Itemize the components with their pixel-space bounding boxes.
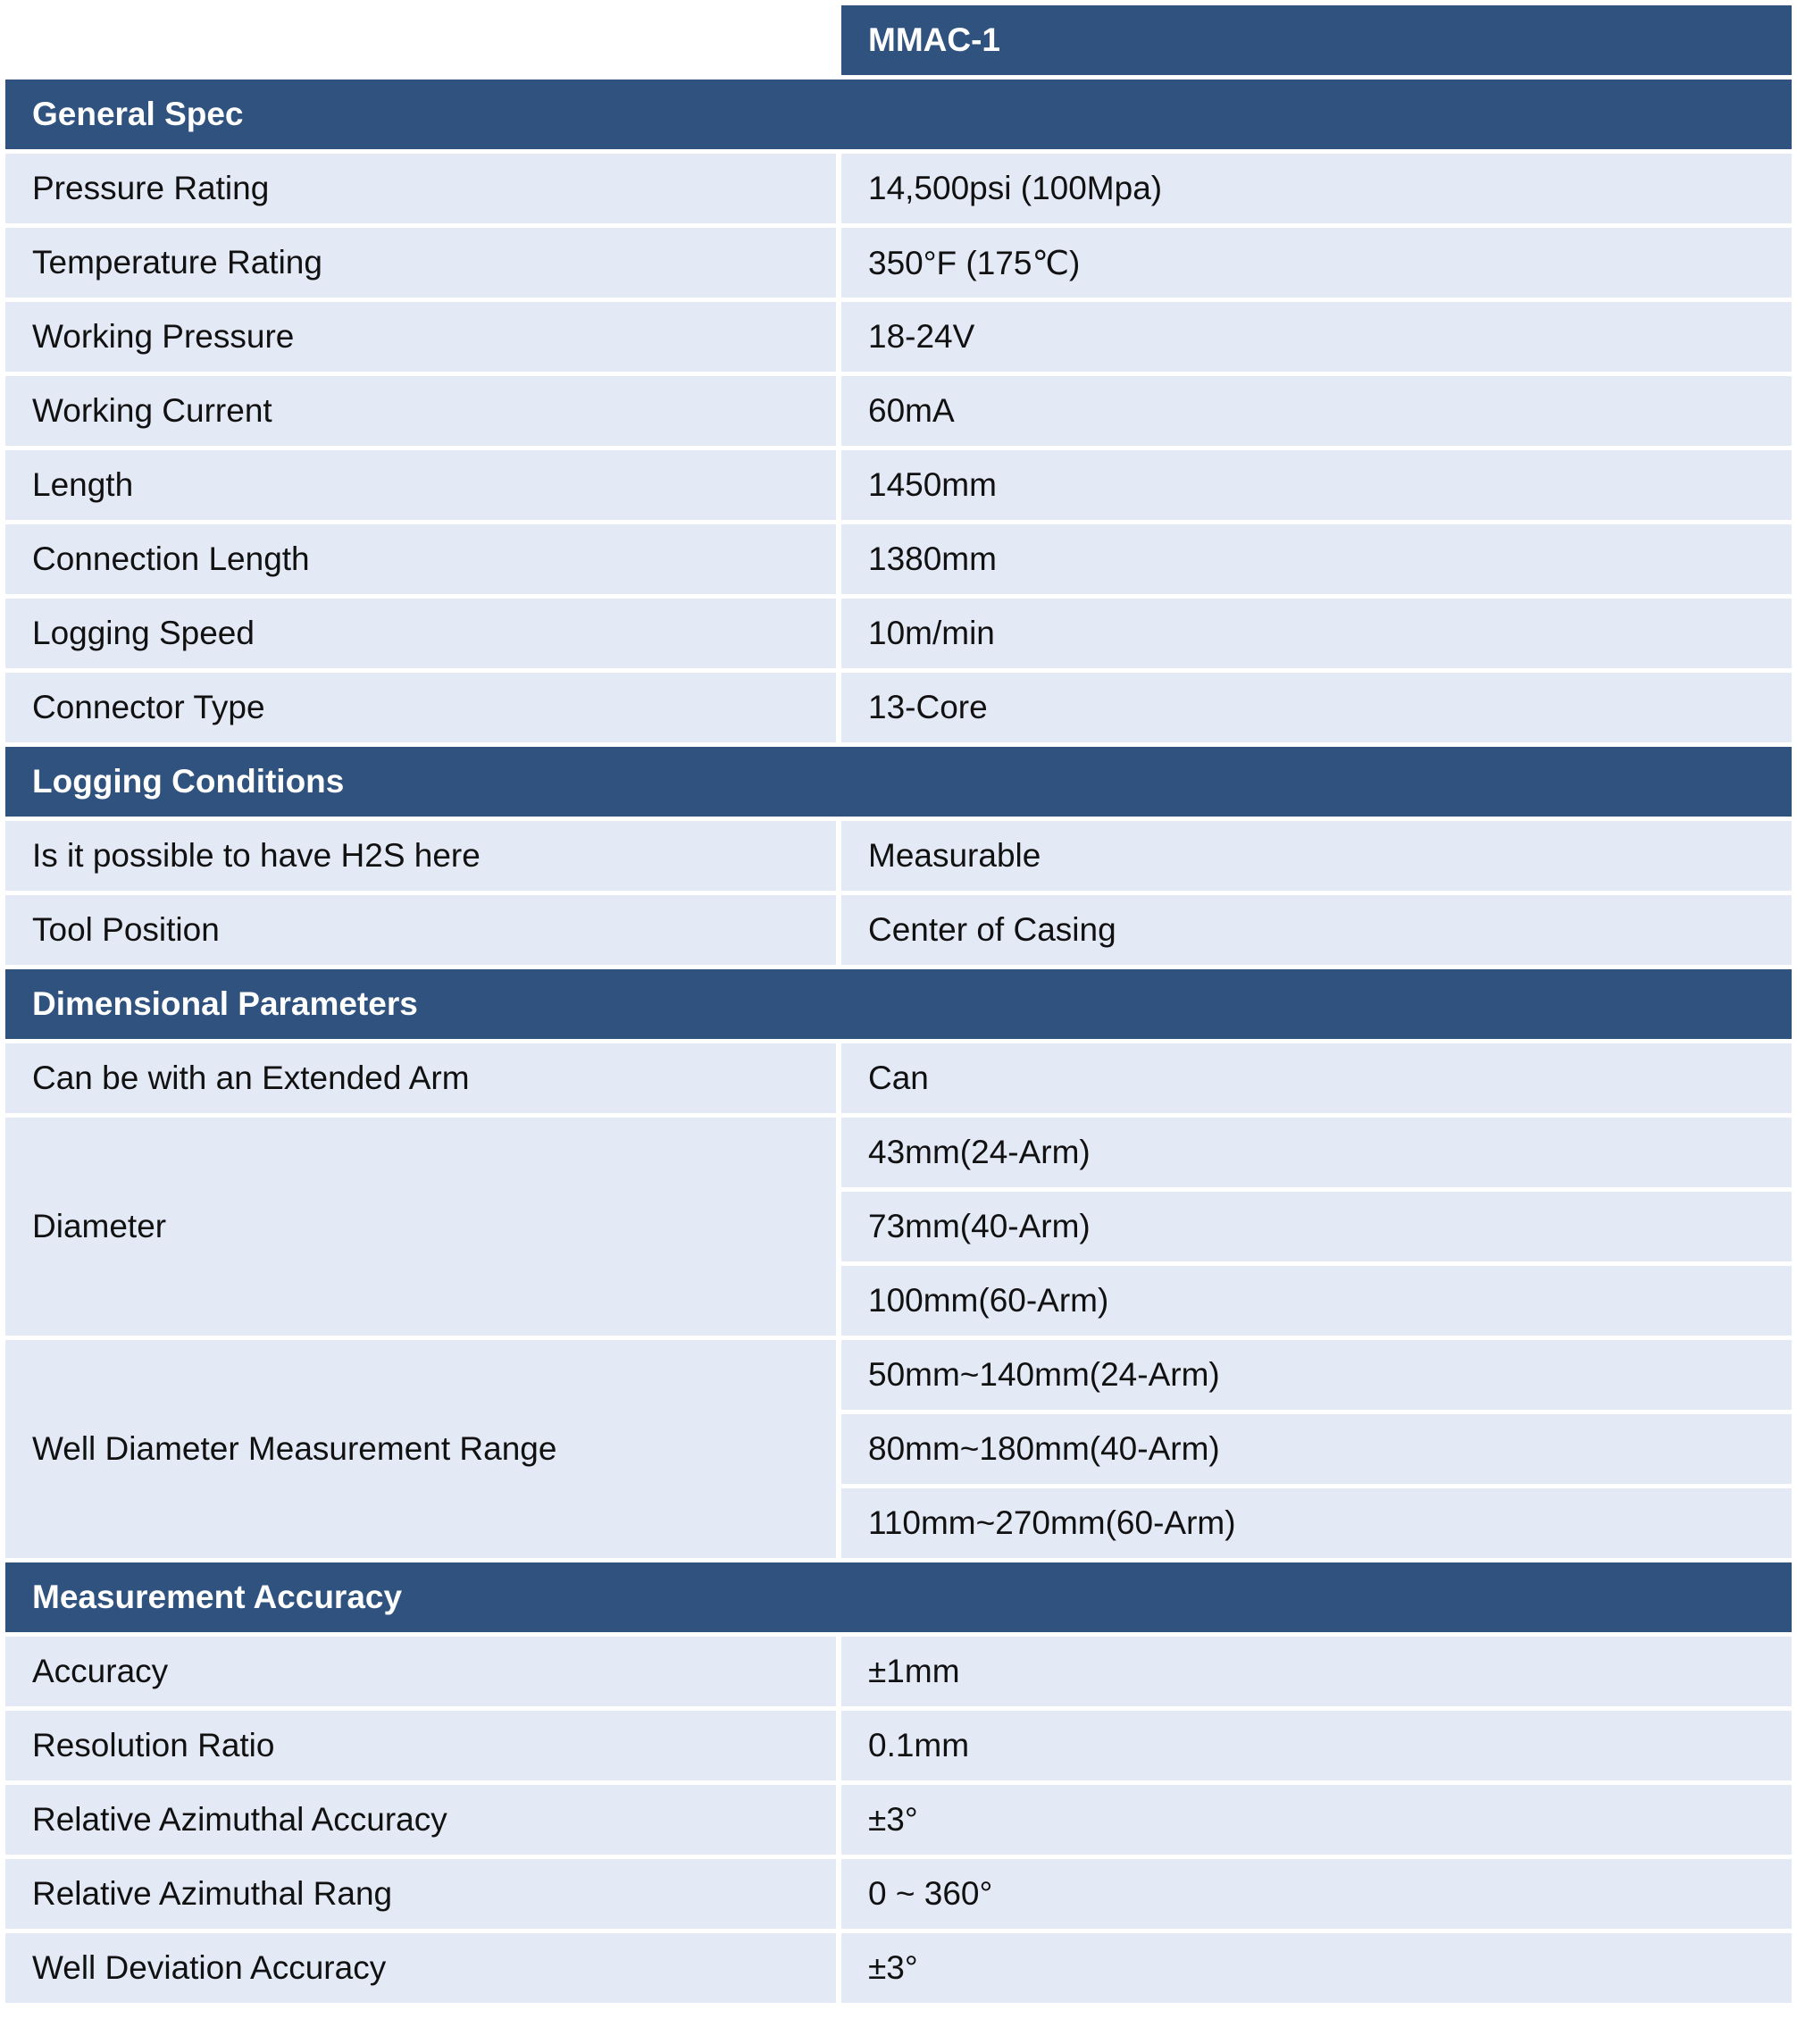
- table-row: [5, 1859, 1792, 1929]
- spec-value: 100mm(60-Arm): [836, 1266, 1792, 1336]
- spec-value: 1450mm: [836, 450, 1792, 520]
- section-title: General Spec: [5, 80, 1792, 149]
- table-header-row: [5, 5, 1792, 75]
- spec-value: 10m/min: [836, 599, 1792, 668]
- spec-value: 43mm(24-Arm): [836, 1118, 1792, 1187]
- spec-label: Is it possible to have H2S here: [5, 821, 836, 891]
- table-row: [5, 1043, 1792, 1113]
- spec-value: Center of Casing: [836, 895, 1792, 965]
- spec-label: Well Diameter Measurement Range: [5, 1340, 836, 1558]
- table-row: [5, 1118, 1792, 1187]
- table-row: [5, 1933, 1792, 2003]
- spec-value: 80mm~180mm(40-Arm): [836, 1414, 1792, 1484]
- spec-label: Accuracy: [5, 1637, 836, 1706]
- table-row: [5, 154, 1792, 223]
- spec-label: Logging Speed: [5, 599, 836, 668]
- table-row: [5, 228, 1792, 297]
- spec-value: ±1mm: [836, 1637, 1792, 1706]
- spec-label: Length: [5, 450, 836, 520]
- spec-label: Resolution Ratio: [5, 1711, 836, 1780]
- spec-label: Pressure Rating: [5, 154, 836, 223]
- spec-label: Connector Type: [5, 673, 836, 742]
- table-row: [5, 1637, 1792, 1706]
- spec-value: 14,500psi (100Mpa): [836, 154, 1792, 223]
- spec-label: Relative Azimuthal Rang: [5, 1859, 836, 1929]
- header-blank-cell: [5, 5, 836, 75]
- spec-value: 0.1mm: [836, 1711, 1792, 1780]
- spec-label: Well Deviation Accuracy: [5, 1933, 836, 2003]
- spec-label: Can be with an Extended Arm: [5, 1043, 836, 1113]
- table-row: [5, 376, 1792, 446]
- spec-value: Measurable: [836, 821, 1792, 891]
- spec-label: Working Pressure: [5, 302, 836, 372]
- spec-value: 110mm~270mm(60-Arm): [836, 1488, 1792, 1558]
- section-header-row: [5, 80, 1792, 149]
- spec-value: ±3°: [836, 1785, 1792, 1855]
- spec-label: Temperature Rating: [5, 228, 836, 297]
- table-row: [5, 524, 1792, 594]
- spec-table: [5, 1, 1792, 2007]
- spec-value: 0 ~ 360°: [836, 1859, 1792, 1929]
- spec-value: 350°F (175℃): [836, 228, 1792, 297]
- section-header-row: [5, 1562, 1792, 1632]
- spec-value: 13-Core: [836, 673, 1792, 742]
- spec-value: 18-24V: [836, 302, 1792, 372]
- spec-value: 60mA: [836, 376, 1792, 446]
- spec-label: Working Current: [5, 376, 836, 446]
- spec-value: 1380mm: [836, 524, 1792, 594]
- spec-label: Diameter: [5, 1118, 836, 1336]
- spec-label: Connection Length: [5, 524, 836, 594]
- spec-label: Relative Azimuthal Accuracy: [5, 1785, 836, 1855]
- section-title: Measurement Accuracy: [5, 1562, 1792, 1632]
- table-row: [5, 821, 1792, 891]
- model-name: MMAC-1: [836, 5, 1792, 75]
- table-row: [5, 895, 1792, 965]
- table-row: [5, 1711, 1792, 1780]
- table-row: [5, 1340, 1792, 1410]
- table-row: [5, 673, 1792, 742]
- spec-value: 50mm~140mm(24-Arm): [836, 1340, 1792, 1410]
- spec-value: Can: [836, 1043, 1792, 1113]
- section-title: Logging Conditions: [5, 747, 1792, 817]
- section-header-row: [5, 747, 1792, 817]
- spec-label: Tool Position: [5, 895, 836, 965]
- section-title: Dimensional Parameters: [5, 969, 1792, 1039]
- table-row: [5, 599, 1792, 668]
- table-row: [5, 1785, 1792, 1855]
- spec-table-body: [5, 5, 1792, 2003]
- section-header-row: [5, 969, 1792, 1039]
- table-row: [5, 302, 1792, 372]
- spec-value: 73mm(40-Arm): [836, 1192, 1792, 1261]
- spec-value: ±3°: [836, 1933, 1792, 2003]
- table-row: [5, 450, 1792, 520]
